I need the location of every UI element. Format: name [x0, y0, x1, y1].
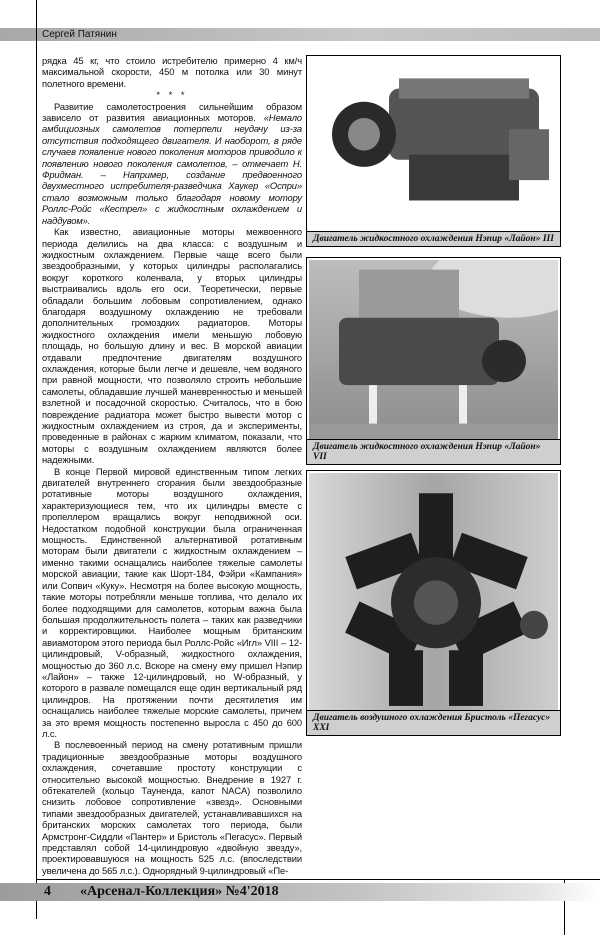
figure-caption: Двигатель жидкостного охлаждения Нэпир «Лайон» VII	[307, 439, 560, 464]
section-separator: * * *	[156, 89, 188, 101]
figure-pegasus-xxi	[306, 470, 561, 736]
bottom-rule	[36, 879, 600, 880]
paragraph-lead: Развитие самолетостроения сильнейшим образом зависело от развития авиационных моторов.	[42, 100, 302, 124]
magazine-title: «Арсенал-Коллекция» №4'2018	[80, 884, 279, 899]
engine-photo-icon	[309, 260, 558, 439]
page-number: 4	[44, 884, 51, 899]
left-rule	[36, 0, 37, 919]
figure-lion-vii	[306, 257, 561, 465]
radial-engine-photo-icon	[309, 473, 558, 710]
engine-photo-icon	[309, 58, 558, 231]
paragraph: Как известно, авиационные моторы межвоенного периода делились на два класса: с воздушным и жидкостным охлаждением. Первые чаще всего были звездообразными, у которых цилиндры располагались вокруг короткого коленвала, у вторых цилиндры выстраивались вдоль его оси. Теоретически, первые обладали большим лобовым сопротивлением, однако благодаря воздушному охлаждению не требовали дополнительных громоздких радиаторов. Моторы жидкостного охлаждения имели меньшую лобовую площадь, но большую длину и вес. В морской авиации отдавали предпочтение двигателям воздушного охлаждения, которые были легче и дешевле, чем водяного при равной мощности, что позволяло строить небольшие самолеты, обладавшие лучшей маневренностью и меньшей взлетной и посадочной скоростью. Считалось, что в бою повреждение радиатора может быстро вывести мотор с жидкостным охлаждением из строя, да и эксперименты, проведенные в районах с жарким климатом, показали, что моторы с воздушным охлаждением являются более надежными.	[42, 226, 302, 466]
paragraph	[42, 101, 302, 226]
figure-caption: Двигатель воздушного охлаждения Бристоль «Пегасус» XXI	[307, 710, 560, 735]
paragraph: рядка 45 кг, что стоило истребителю примерно 4 км/ч максимальной скорости, 450 м потолка или 30 минут полетного времени.	[42, 55, 302, 89]
figure-lion-iii	[306, 55, 561, 247]
quote: «Немало амбициозных самолетов потерпели неудачу из-за отсутствия подходящего двигателя. И наоборот, в ряде случаев появление нового поколения моторов приводило к появлению нового поколения самолетов, – отмечает Н. Фридман. – Например, создание предвоенного двухместного истребителя-разведчика Хаукер «Оспри» стало возможным только благодаря новому мотору Роллс-Ройс «Кестрел» с жидкостным охлаждением и наддувом».	[42, 112, 302, 226]
article-text	[42, 55, 302, 876]
paragraph: В конце Первой мировой единственным типом легких двигателей внутреннего сгорания были звездообразные ротативные моторы воздушного охлаждения, характеризующиеся тем, что их цилиндры вместе с пропеллером вращались вокруг неподвижной оси. Недостатком подобной конструкции была ограниченная мощность. Единственной альтернативой ротативным моторам были двигатели с жидкостным охлаждением – именно такими оснащались наиболее тяжелые самолеты морской авиации, такие как Шорт-184, Фэйри «Кампания» или Сопвич «Куку». Несмотря на более высокую мощность, такие моторы потребляли меньше топлива, что делало их более подходящими для самолетов, которым важна была большая продолжительность полета – таких как разведчики и корректировщики. Наиболее мощным британским авиамотором этого периода был Роллс-Ройс «Игл» VIII – 12-цилиндровый, V-образный, жидкостного охлаждения, мощностью до 360 л.с. Вскоре на смену ему пришел Нэпир «Лайон» – также 12-цилиндровый, но W-образный, у которого в развале помещался еще один вертикальный ряд цилиндров. На протяжении почти десятилетия им оснащались наиболее тяжелые морские самолеты, причем за это время мощность постепенно выросла с 450 до 600 л.с.	[42, 465, 302, 739]
footer	[0, 879, 600, 935]
author-name: Сергей Патянин	[42, 29, 117, 40]
paragraph: В послевоенный период на смену ротативным пришли традиционные звездообразные моторы воздушного охлаждения, сочетавшие простоту конструкции с относительно высокой мощностью. Внедрение в 1927 г. обтекателей (кольцо Тауненда, капот NACA) позволило снизить лобовое сопротивление «звезд». Основными типами звездообразных двигателей, устанавливавшихся на британских морских самолетах того периода, были Армстронг-Сиддли «Пантер» и Бристоль «Пегасус». Первый представлял собой 14-цилиндровую «двойную звезду», проектировавшуюся на мощность 525 л.с. (впоследствии увеличена до 565 л.с.). Однорядный 9-цилиндровый «Пе-	[42, 739, 302, 876]
figure-caption: Двигатель жидкостного охлаждения Нэпир «Лайон» III	[307, 231, 560, 246]
